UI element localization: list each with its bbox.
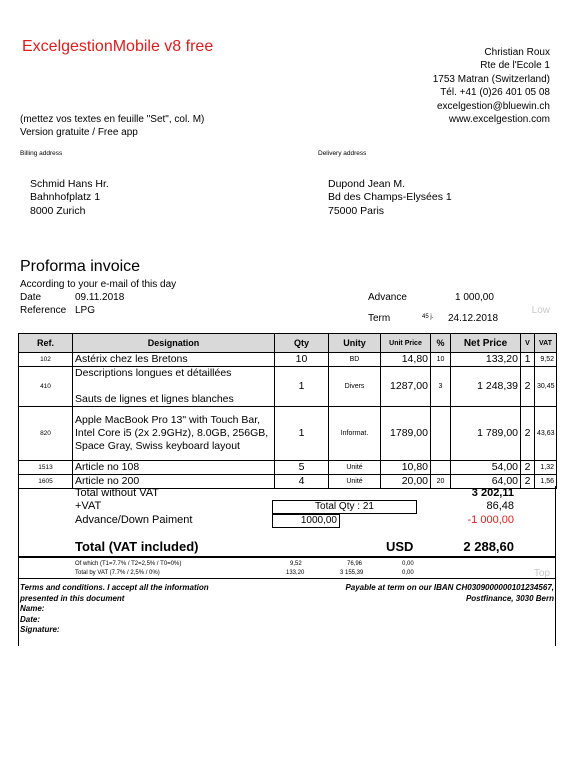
cell-v: 2 (521, 367, 535, 407)
header-unit-price: Unit Price (381, 334, 431, 353)
company-email[interactable]: excelgestion@bluewin.ch (437, 100, 550, 112)
vat-label: +VAT (75, 500, 102, 512)
cell-unity: BD (329, 353, 381, 367)
cell-qty: 1 (275, 367, 329, 407)
cell-designation: Apple MacBook Pro 13" with Touch Bar, Intel Core i5 (2x 2.9GHz), 8.0GB, 256GB, Space Gray, Swiss keyboard layout (73, 407, 275, 461)
terms-line: presented in this document (20, 593, 125, 603)
advance-label: Advance (368, 292, 407, 303)
left-border (18, 486, 19, 646)
cell-designation: Article no 108 (73, 461, 275, 475)
cell-qty: 4 (275, 475, 329, 489)
delivery-address (328, 178, 452, 218)
right-border (555, 486, 556, 646)
advance-amount: 1 000,00 (455, 292, 494, 303)
vat-t0: 0,00 (402, 561, 414, 567)
total-by-vat-t1: 133,20 (286, 570, 305, 576)
cell-unity: Informat. (329, 407, 381, 461)
cell-net-price: 133,20 (451, 353, 521, 367)
cell-net-price: 1 248,39 (451, 367, 521, 407)
invoice-date: 09.11.2018 (75, 292, 125, 303)
cell-net-price: 1 789,00 (451, 407, 521, 461)
company-website[interactable]: www.excelgestion.com (448, 114, 550, 126)
cell-unit-price: 20,00 (381, 475, 431, 489)
cell-v: 2 (521, 407, 535, 461)
top-link[interactable]: Top (533, 568, 550, 579)
cell-unit-price: 1789,00 (381, 407, 431, 461)
address-line: 8000 Zurich (30, 204, 86, 217)
terms-line: Terms and conditions. I accept all the information (20, 583, 209, 592)
billing-address-label: Billing address (20, 150, 63, 157)
cell-percent: 20 (431, 475, 451, 489)
cell-designation: Article no 200 (73, 475, 275, 489)
vat-t1: 9,52 (290, 561, 302, 567)
app-title: ExcelgestionMobile v8 free (22, 38, 214, 55)
table-row (19, 367, 557, 407)
note-line: (mettez vos textes en feuille "Set", col. M) (20, 114, 205, 125)
header-net-price: Net Price (451, 334, 521, 353)
total-by-vat-t0: 0,00 (402, 570, 414, 576)
cell-v: 1 (521, 353, 535, 367)
cell-unit-price: 10,80 (381, 461, 431, 475)
cell-vat: 30,45 (535, 367, 557, 407)
address-line: Schmid Hans Hr. (30, 178, 109, 190)
header-percent: % (431, 334, 451, 353)
cell-unity: Unité (329, 475, 381, 489)
header-designation: Designation (73, 334, 275, 353)
vat-total: 86,48 (486, 500, 514, 512)
currency: USD (386, 539, 414, 554)
address-line: Bahnhofplatz 1 (30, 191, 101, 204)
grand-total-label: Total (VAT included) (75, 539, 199, 554)
address-line: 75000 Paris (328, 204, 385, 217)
cell-percent: 10 (431, 353, 451, 367)
cell-qty: 1 (275, 407, 329, 461)
total-by-vat-label: Total by VAT (7.7% / 2,5% / 0%) (75, 570, 160, 576)
vat-t2: 76,96 (347, 561, 363, 567)
date-label: Date (20, 292, 42, 303)
payable-line: Payable at term on our IBAN CH0309000000101234567, (345, 583, 554, 592)
cell-vat: 1,56 (535, 475, 557, 489)
cell-qty (275, 353, 329, 367)
low-link[interactable]: Low (531, 305, 550, 316)
cell-v: 2 (521, 475, 535, 489)
header-qty: Qty (275, 334, 329, 353)
table-row (19, 353, 557, 367)
company-street: Rte de l'Ecole 1 (480, 60, 550, 72)
cell-ref: 1513 (19, 461, 73, 475)
cell-ref: 1605 (19, 475, 73, 489)
cell-percent (431, 407, 451, 461)
cell-unity: Divers (329, 367, 381, 407)
note-line: Version gratuite / Free app (20, 126, 138, 138)
name-label: Name: (20, 604, 45, 613)
cell-net-price: 54,00 (451, 461, 521, 475)
cell-percent (431, 461, 451, 475)
total-without-vat-label: Total without VAT (75, 487, 159, 499)
term-label: Term (368, 313, 391, 324)
header-vat: VAT (535, 334, 557, 353)
header-unity: Unity (329, 334, 381, 353)
payment-info (345, 583, 554, 604)
cell-unity: Unité (329, 461, 381, 475)
table-row (19, 461, 557, 475)
table-header-row (19, 334, 557, 353)
cell-percent: 3 (431, 367, 451, 407)
vat-breakdown-label: Of which (T1=7.7% / T2=2,5% / T0=0%) (75, 561, 182, 567)
company-address (433, 46, 550, 126)
term-days: 45 j. (422, 314, 434, 320)
breakdown-divider (18, 578, 556, 579)
total-without-vat: 3 202,11 (471, 487, 514, 499)
advance-down-payment: -1 000,00 (467, 514, 514, 526)
settings-note (20, 114, 204, 139)
company-name: Christian Roux (484, 47, 550, 58)
total-divider (18, 556, 556, 558)
invoice-subtitle: According to your e-mail of this day (20, 279, 177, 290)
address-line: Bd des Champs-Elysées 1 (328, 191, 452, 204)
cell-ref: 820 (19, 407, 73, 461)
cell-net-price: 64,00 (451, 475, 521, 489)
date-signature-label: Date: (20, 614, 41, 624)
company-phone: Tél. +41 (0)26 401 05 08 (440, 87, 550, 99)
advance-down-payment-label: Advance/Down Paiment (75, 514, 193, 526)
company-city: 1753 Matran (Switzerland) (432, 73, 550, 85)
payable-line: Postfinance, 3030 Bern (465, 593, 554, 603)
grand-total: 2 288,60 (463, 539, 514, 554)
total-by-vat-t2: 3 155,39 (340, 570, 364, 576)
items-table (18, 333, 557, 489)
cell-vat: 9,52 (535, 353, 557, 367)
header-ref: Ref. (19, 334, 73, 353)
cell-unit-price: 14,80 (381, 353, 431, 367)
invoice-reference: LPG (75, 305, 96, 316)
cell-unit-price: 1287,00 (381, 367, 431, 407)
cell-designation: Astérix chez les Bretons (73, 353, 275, 367)
cell-designation: Descriptions longues et détaillées Sauts de lignes et lignes blanches (73, 367, 275, 407)
reference-label: Reference (20, 305, 67, 316)
cell-qty: 5 (275, 461, 329, 475)
signature-label: Signature: (20, 625, 60, 634)
delivery-address-label: Delivery address (318, 150, 367, 157)
cell-vat: 1,32 (535, 461, 557, 475)
term-date: 24.12.2018 (448, 313, 499, 324)
total-qty-box: Total Qty : 21 (272, 500, 417, 514)
table-row (19, 407, 557, 461)
cell-ref: 102 (19, 353, 73, 367)
billing-address (30, 178, 109, 218)
header-v: V (521, 334, 535, 353)
cell-vat: 43,63 (535, 407, 557, 461)
invoice-title: Proforma invoice (20, 258, 141, 275)
terms-and-conditions (20, 583, 209, 636)
cell-v: 2 (521, 461, 535, 475)
address-line: Dupond Jean M. (328, 178, 406, 190)
qty-value: 10 (295, 353, 308, 365)
advance-input[interactable]: 1000,00 (272, 514, 340, 528)
cell-ref: 410 (19, 367, 73, 407)
